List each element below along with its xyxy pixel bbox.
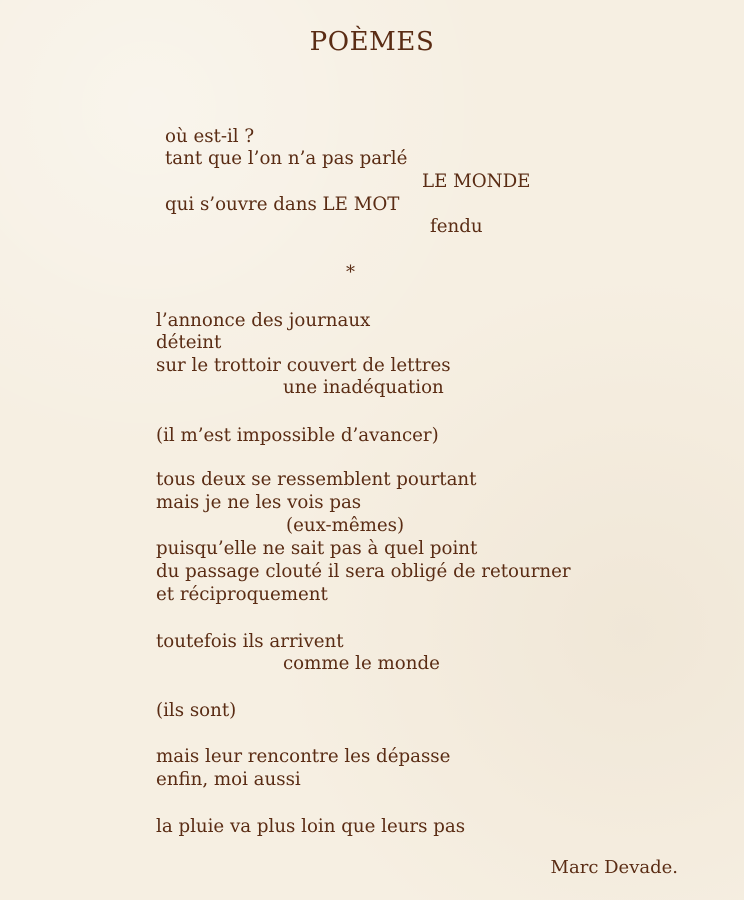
poem-line: (eux-mêmes) [286,515,405,536]
poem-line: sur le trottoir couvert de lettres [156,355,451,376]
poem-line: (ils sont) [156,700,237,721]
poem-line: (il m’est impossible d’avancer) [156,425,439,446]
page-title: POÈMES [309,27,435,57]
poem-line: tous deux se ressemblent pourtant [156,469,477,490]
poem-line: toutefois ils arrivent [156,631,344,652]
poem-line: comme le monde [283,653,440,674]
section-separator: * [346,262,355,283]
poem-line: puisqu’elle ne sait pas à quel point [156,538,478,559]
poem-line: tant que l’on n’a pas parlé [165,148,408,169]
poem-line: la pluie va plus loin que leurs pas [156,816,466,837]
poem-line: LE MONDE [422,171,531,192]
poem-line: mais leur rencontre les dépasse [156,746,451,767]
poem-line: enfin, moi aussi [156,769,301,790]
poem-line: du passage clouté il sera obligé de retourner [156,561,571,582]
poem-line: et réciproquement [156,584,328,605]
poem-line: fendu [430,216,483,237]
poem-line: mais je ne les vois pas [156,492,362,513]
poem-line: où est-il ? [165,126,255,147]
poem-line: qui s’ouvre dans LE MOT [165,194,400,215]
poem-line: déteint [156,332,222,353]
author-signature: Marc Devade. [550,857,678,878]
poem-line: une inadéquation [283,377,444,398]
poem-line: l’annonce des journaux [156,310,371,331]
